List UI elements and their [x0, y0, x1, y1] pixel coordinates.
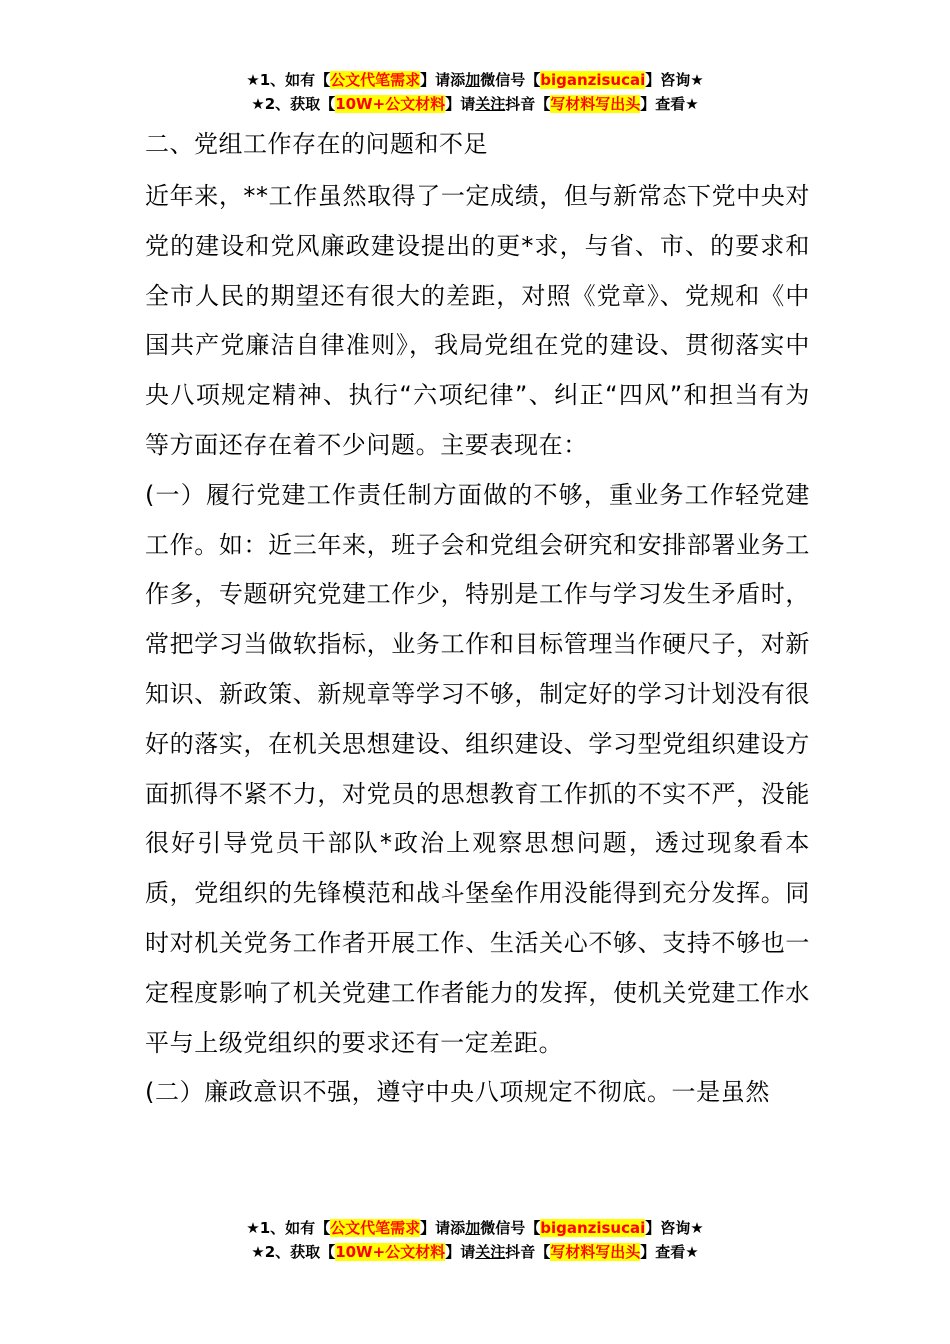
footer-banner: [0, 1216, 950, 1264]
banner-highlight: 10W+公文材料: [335, 1243, 446, 1261]
banner-highlight: 写材料写出头: [550, 95, 641, 113]
banner-highlight: 公文代笔需求: [330, 1219, 421, 1237]
banner-line-1: [0, 1216, 950, 1240]
banner-text: 微信号【: [480, 71, 541, 89]
banner-underline: 加: [465, 71, 481, 89]
banner-line-1: [0, 68, 950, 92]
banner-text: 抖音【: [505, 95, 551, 113]
banner-text: 微信号【: [480, 1219, 541, 1237]
banner-highlight: biganzisucai: [540, 71, 646, 89]
banner-highlight: 公文代笔需求: [330, 71, 421, 89]
paragraph-item-2: (二）廉政意识不强，遵守中央八项规定不彻底。一是虽然: [145, 1078, 770, 1107]
banner-underline: 加: [465, 1219, 481, 1237]
banner-underline: 关注: [475, 95, 506, 113]
banner-text: 】请添: [420, 1219, 466, 1237]
banner-text: 】查看★: [640, 1243, 699, 1261]
banner-text: 】请: [445, 95, 476, 113]
banner-text: 】请添: [420, 71, 466, 89]
header-banner: [0, 68, 950, 116]
banner-highlight: biganzisucai: [540, 1219, 646, 1237]
banner-text: ★1、如有【: [246, 71, 331, 89]
banner-highlight: 写材料写出头: [550, 1243, 641, 1261]
banner-text: 】咨询★: [645, 71, 704, 89]
banner-highlight: 10W+公文材料: [335, 95, 446, 113]
banner-text: 抖音【: [505, 1243, 551, 1261]
banner-text: ★2、获取【: [251, 1243, 336, 1261]
banner-text: ★1、如有【: [246, 1219, 331, 1237]
section-heading: 二、党组工作存在的问题和不足: [145, 130, 488, 158]
banner-underline: 关注: [475, 1243, 506, 1261]
banner-text: 】查看★: [640, 95, 699, 113]
banner-line-2: [0, 1240, 950, 1264]
paragraph-item-1: (一）履行党建工作责任制方面做的不够，重业务工作轻党建工作。如：近三年来，班子会和党组会研究和安排部署业务工作多，专题研究党建工作少，特别是工作与学习发生矛盾时，常把学习当做软指标，业务工作和目标管理当作硬尺子，对新知识、新政策、新规章等学习不够，制定好的学习计划没有很好的落实，在机关思想建设、组织建设、学习型党组织建设方面抓得不紧不力，对党员的思想教育工作抓的不实不严，没能很好引导党员干部队*政治上观察思想问题，透过现象看本质，党组织的先锋模范和战斗堡垒作用没能得到充分发挥。同时对机关党务工作者开展工作、生活关心不够、支持不够也一定程度影响了机关党建工作者能力的发挥，使机关党建工作水平与上级党组织的要求还有一定差距。: [145, 480, 810, 1057]
banner-text: 】咨询★: [645, 1219, 704, 1237]
banner-line-2: [0, 92, 950, 116]
paragraph-intro: 近年来，**工作虽然取得了一定成绩，但与新常态下党中央对党的建设和党风廉政建设提出的更*求，与省、市、的要求和全市人民的期望还有很大的差距，对照《党章》、党规和《中国共产党廉洁自律准则》，我局党组在党的建设、贯彻落实中央八项规定精神、执行“六项纪律”、纠正“四风”和担当有为等方面还存在着不少问题。主要表现在：: [145, 182, 810, 459]
banner-text: ★2、获取【: [251, 95, 336, 113]
banner-text: 】请: [445, 1243, 476, 1261]
document-body: [145, 122, 810, 1118]
